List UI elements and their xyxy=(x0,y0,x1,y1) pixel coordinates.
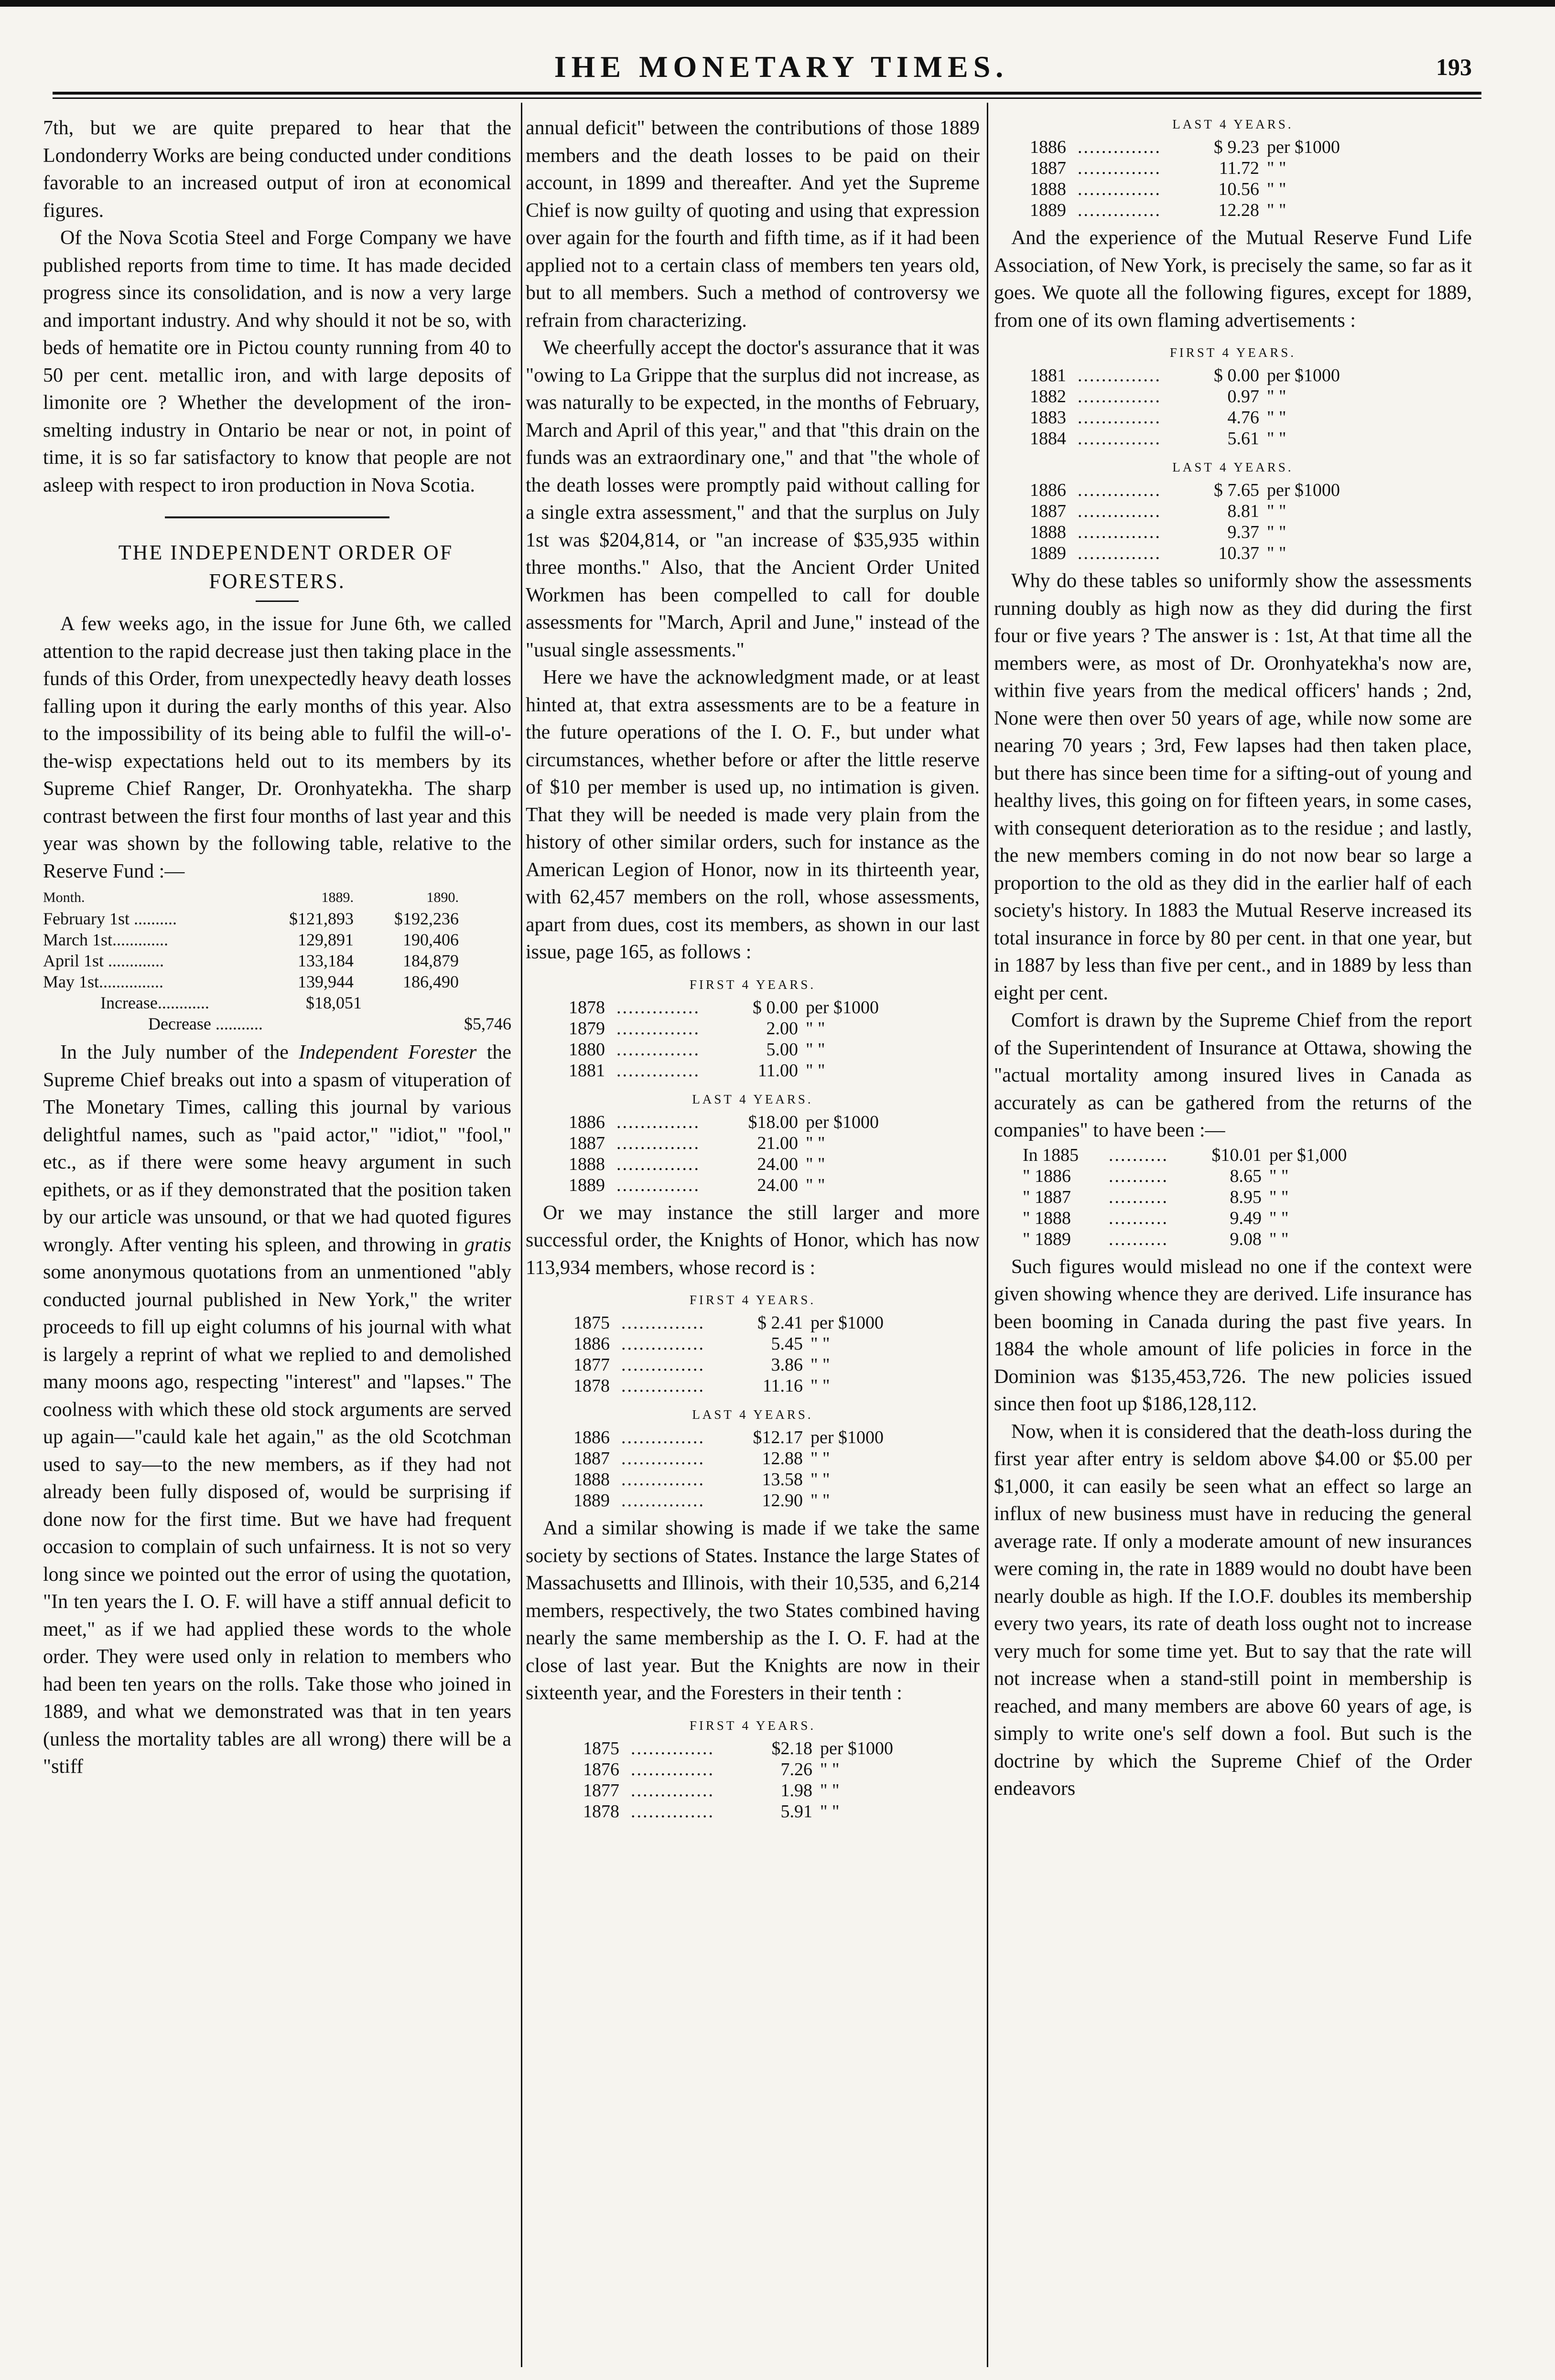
table-cell: 139,944 xyxy=(298,972,354,991)
leader-dots: .............. xyxy=(1078,179,1161,199)
table-row xyxy=(1030,407,1472,428)
leader-dots: .............. xyxy=(1078,543,1161,563)
paragraph: Here we have the acknowledgment made, or at least hinted at, that extra assessments are to be a feature in the future operations of the I. O. F., but under what circumstances, whether before or after the little reserve of $10 per member is used up, no intimation is given. That they will be needed is made very plain from the history of other similar orders, such for instance as the American Legion of Honor, now in its thirteenth year, with 62,457 members on the roll, whose assessments, apart from dues, cost its members, as shown in our last issue, page 165, as follows : xyxy=(526,666,980,963)
table-cell: 9.37 xyxy=(1227,522,1259,542)
paragraph: 7th, but we are quite prepared to hear that the Londonderry Works are being conducted under conditions favorable to an increased output of iron at economical figures. xyxy=(43,117,511,222)
table-cell: 8.65 xyxy=(1230,1166,1262,1186)
table-row xyxy=(569,1133,980,1154)
table-cell: 3.86 xyxy=(771,1355,803,1375)
table-cell: 24.00 xyxy=(757,1175,798,1195)
leader-dots: .............. xyxy=(631,1801,714,1822)
table-row xyxy=(1030,501,1472,522)
table-row xyxy=(569,997,980,1018)
table-cell: 1886 xyxy=(573,1427,610,1447)
leader-dots: .............. xyxy=(621,1490,705,1511)
leader-dots: .............. xyxy=(616,1175,700,1195)
section-divider xyxy=(165,516,389,518)
table-cell: " " xyxy=(1267,522,1286,542)
table-cell: " " xyxy=(1267,501,1286,521)
table-cell: per $1000 xyxy=(810,1427,884,1447)
table-row xyxy=(1030,543,1472,564)
table-cell: 1887 xyxy=(1030,501,1066,521)
leader-dots: .............. xyxy=(621,1448,705,1469)
column-divider xyxy=(521,103,522,2367)
table-cell: " " xyxy=(810,1469,830,1490)
table-row xyxy=(1023,1229,1472,1250)
table-cell: 0.97 xyxy=(1227,386,1259,407)
table-caption: LAST 4 YEARS. xyxy=(692,1407,813,1422)
table-cell: 1878 xyxy=(569,997,605,1018)
paragraph: Such figures would mislead no one if the context were given showing whence they are derived. Life insurance has been booming in Canada during the past five years. In 1884 the whole amount of life policies in force in the Dominion was $135,453,726. The new policies issued since then foot up $186,128,112. xyxy=(994,1255,1472,1415)
table-row xyxy=(573,1312,980,1333)
table-row xyxy=(569,1039,980,1060)
table-row xyxy=(43,929,511,950)
leader-dots: .......... xyxy=(1109,1166,1168,1186)
column-1 xyxy=(43,115,511,1781)
column-3 xyxy=(994,115,1472,1803)
table-row xyxy=(573,1375,980,1396)
table-cell: $ 0.00 xyxy=(1214,365,1259,386)
column-2 xyxy=(526,115,980,1826)
table-cell: Decrease ........... xyxy=(148,1014,263,1033)
table-cell: " 1889 xyxy=(1023,1229,1071,1249)
table-cell: 1889 xyxy=(1030,200,1066,220)
table-cell: 1886 xyxy=(573,1334,610,1354)
table-cell: 1877 xyxy=(583,1780,619,1801)
table-cell: $2.18 xyxy=(771,1738,812,1758)
table-cell: " " xyxy=(810,1448,830,1469)
leader-dots: .............. xyxy=(621,1469,705,1490)
table-row xyxy=(573,1469,980,1490)
text-run: In the July number of the xyxy=(60,1041,299,1063)
table-row xyxy=(583,1780,980,1801)
table-cell: " " xyxy=(806,1175,825,1195)
table-row xyxy=(583,1759,980,1780)
text-run: some anonymous quotations from an unmentioned "ably conducted journal published in New York," the writer proceeds to fill up eight columns of his journal with what is largely a reprint of what we replied to and demolished many moons ago, respecting "interest" and "lapses." The coolness with which these old stock arguments are served up again—"cauld kale het again," as the old Scotchman used to say—to the new members, as if they had not already been fully disposed of, would be surprising if done now for the first time. But we have had frequent occasion to complain of such unfairness. It is not so very long since we pointed out the error of using the quotation, "In ten years the I. O. F. will have a stiff annual deficit to meet," as if we had applied these words to the whole order. They were used only in relation to members who had been ten years on the rolls. Take those who joined in 1889, and what we demonstrated was that in ten years (unless the mortality tables are all wrong) there will be a "stiff xyxy=(43,1261,511,1778)
table-cell: 1884 xyxy=(1030,429,1066,449)
table-cell: 24.00 xyxy=(757,1154,798,1174)
leader-dots: .............. xyxy=(1078,158,1161,178)
table-cell: " " xyxy=(1269,1187,1289,1207)
table-cell: 10.37 xyxy=(1218,543,1259,563)
table-cell: 1886 xyxy=(1030,137,1066,157)
page-number: 193 xyxy=(1436,54,1472,80)
table-cell: 1888 xyxy=(573,1469,610,1490)
table-cell: 8.81 xyxy=(1227,501,1259,521)
table-cell: 5.00 xyxy=(766,1039,798,1060)
table-cell: 5.61 xyxy=(1227,429,1259,449)
leader-dots: .............. xyxy=(616,1039,700,1060)
table-cell: 190,406 xyxy=(403,930,459,949)
table-cell: per $1000 xyxy=(1267,365,1340,386)
italic-word: gratis xyxy=(464,1233,511,1256)
table-caption: LAST 4 YEARS. xyxy=(1172,460,1294,474)
table-cell: $ 9.23 xyxy=(1214,137,1259,157)
table-cell: " " xyxy=(820,1780,840,1801)
assessment-table xyxy=(1030,480,1472,564)
leader-dots: .............. xyxy=(621,1355,705,1375)
table-cell: " " xyxy=(806,1018,825,1039)
table-cell: 12.28 xyxy=(1218,200,1259,220)
table-row xyxy=(569,1175,980,1196)
table-cell: 1879 xyxy=(569,1018,605,1039)
masthead-title: IHE MONETARY TIMES. xyxy=(554,50,1009,84)
table-cell: Increase............ xyxy=(100,993,209,1012)
table-cell: 10.56 xyxy=(1218,179,1259,199)
table-row xyxy=(573,1427,980,1448)
leader-dots: .............. xyxy=(621,1376,705,1396)
assessment-table xyxy=(569,997,980,1081)
text-run: the Supreme Chief breaks out into a spasm of vituperation of The Monetary Times, calling this journal by various delightful names, such as "paid actor," "idiot," "fool," etc., as if there were some heavy argument in such epithets, or as if they demonstrated that the position taken by our article was unsound, or that we had quoted figures wrongly. After venting his spleen, and throwing in xyxy=(43,1041,512,1256)
paragraph: We cheerfully accept the doctor's assurance that it was "owing to La Grippe that the surplus did not increase, as was naturally to be expected, in the months of February, March and April of this year," and that "this drain on the funds was an extraordinary one," and that "the whole of the death losses were promptly paid without calling for a single extra assessment," and that the surplus on July 1st was $204,814, or "an increase of $35,935 within three months." Also, that the Ancient Order United Workmen has been compelled to call for double assessments for "March, April and June," instead of the "usual single assessments." xyxy=(526,337,980,661)
table-cell: 1886 xyxy=(1030,480,1066,500)
table-cell: 8.95 xyxy=(1230,1187,1262,1207)
leader-dots: .............. xyxy=(616,1154,700,1174)
table-row xyxy=(1030,365,1472,386)
table-cell: 186,490 xyxy=(403,972,459,991)
assessment-table xyxy=(569,1112,980,1196)
table-cell: " " xyxy=(1267,179,1286,199)
table-cell: " " xyxy=(1267,543,1286,563)
table-row xyxy=(573,1490,980,1511)
table-cell: " " xyxy=(1267,407,1286,428)
table-cell: 133,184 xyxy=(298,951,354,970)
paragraph: annual deficit" between the contributions of those 1889 members and the death losses to be paid on their account, in 1899 and thereafter. And yet the Supreme Chief is now guilty of quoting and using that expression over again for the fourth and fifth time, as if it had been applied not to a certain class of members ten years old, but to all members. Such a method of controversy we refrain from characterizing. xyxy=(526,117,980,332)
table-row xyxy=(43,908,511,929)
table-cell: " " xyxy=(1267,200,1286,220)
table-row xyxy=(43,1013,511,1034)
table-cell: " " xyxy=(810,1490,830,1511)
table-cell: " " xyxy=(820,1801,840,1822)
table-cell: " " xyxy=(820,1759,840,1780)
table-row xyxy=(1023,1166,1472,1187)
paragraph: Comfort is drawn by the Supreme Chief from the report of the Superintendent of Insurance at Ottawa, showing the "actual mortality among insured lives in Canada as accurately as can be gathered from the returns of the companies" to have been :— xyxy=(994,1009,1472,1141)
assessment-table xyxy=(1030,365,1472,449)
table-row xyxy=(1023,1208,1472,1229)
table-cell: 1888 xyxy=(569,1154,605,1174)
table-cell: $18,051 xyxy=(306,993,362,1012)
table-cell: " " xyxy=(1269,1208,1289,1228)
leader-dots: .......... xyxy=(1109,1208,1168,1228)
table-cell: 184,879 xyxy=(403,951,459,970)
leader-dots: .............. xyxy=(1078,522,1161,542)
table-cell: March 1st............. xyxy=(43,930,168,949)
table-cell: per $1000 xyxy=(1267,480,1340,500)
table-row xyxy=(1030,522,1472,543)
table-row xyxy=(569,1112,980,1133)
article-heading: THE INDEPENDENT ORDER OF FORESTERS. xyxy=(118,541,454,593)
table-row xyxy=(573,1354,980,1375)
table-row xyxy=(583,1738,980,1759)
table-cell: April 1st ............. xyxy=(43,951,164,970)
table-row xyxy=(1030,137,1472,158)
table-cell: 1876 xyxy=(583,1759,619,1780)
paragraph: Or we may instance the still larger and more successful order, the Knights of Honor, which has now 113,934 members, whose record is : xyxy=(526,1201,980,1279)
leader-dots: .............. xyxy=(621,1313,705,1333)
table-row xyxy=(1030,179,1472,200)
paragraph: And a similar showing is made if we take the same society by sections of States. Instance the large States of Massachusetts and Illinois, with their 10,535, and 6,214 members, respectively, the two States combined having nearly the same membership as the I. O. F. had at the close of last year. But the Knights are now in their sixteenth year, and the Foresters in their tenth : xyxy=(526,1517,980,1704)
leader-dots: .............. xyxy=(616,1018,700,1039)
table-cell: 13.58 xyxy=(762,1469,803,1490)
table-cell: 1883 xyxy=(1030,407,1066,428)
table-cell: 12.90 xyxy=(762,1490,803,1511)
table-cell: February 1st .......... xyxy=(43,909,177,928)
leader-dots: .............. xyxy=(631,1780,714,1801)
table-cell: 1889 xyxy=(1030,543,1066,563)
leader-dots: .............. xyxy=(1078,137,1161,157)
top-edge-bar xyxy=(0,0,1555,7)
leader-dots: .............. xyxy=(621,1427,705,1447)
table-row xyxy=(1023,1187,1472,1208)
table-row xyxy=(573,1333,980,1354)
table-cell: " 1887 xyxy=(1023,1187,1071,1207)
table-row xyxy=(1030,386,1472,407)
table-cell: per $1000 xyxy=(820,1738,894,1758)
leader-dots: .............. xyxy=(1078,501,1161,521)
leader-dots: .............. xyxy=(621,1334,705,1354)
table-row xyxy=(569,1154,980,1175)
leader-dots: .............. xyxy=(1078,407,1161,428)
table-cell: $ 0.00 xyxy=(753,997,798,1018)
table-cell: 1875 xyxy=(573,1313,610,1333)
table-cell: 11.72 xyxy=(1219,158,1259,178)
table-row xyxy=(43,950,511,971)
table-cell: 1880 xyxy=(569,1039,605,1060)
table-cell: 11.16 xyxy=(762,1376,803,1396)
table-row xyxy=(1030,158,1472,179)
table-cell: 9.49 xyxy=(1230,1208,1262,1228)
table-cell: per $1000 xyxy=(1267,137,1340,157)
table-cell: " " xyxy=(806,1060,825,1081)
table-cell: 4.76 xyxy=(1227,407,1259,428)
header-rule-thick xyxy=(53,92,1481,95)
leader-dots: .............. xyxy=(616,997,700,1018)
table-row xyxy=(1030,200,1472,221)
table-cell: $192,236 xyxy=(394,909,459,928)
leader-dots: .............. xyxy=(1078,200,1161,220)
table-cell: 129,891 xyxy=(298,930,354,949)
table-cell: $12.17 xyxy=(753,1427,803,1447)
table-cell xyxy=(351,1013,407,1034)
table-cell: 1887 xyxy=(573,1448,610,1469)
table-cell: 1886 xyxy=(569,1112,605,1132)
leader-dots: .......... xyxy=(1109,1187,1168,1207)
table-cell: " 1886 xyxy=(1023,1166,1071,1186)
assessment-table xyxy=(573,1312,980,1396)
table-cell: 2.00 xyxy=(766,1018,798,1039)
table-cell: " " xyxy=(810,1334,830,1354)
table-cell: $5,746 xyxy=(464,1014,511,1033)
table-cell: 21.00 xyxy=(757,1133,798,1153)
table-cell: 1888 xyxy=(1030,522,1066,542)
reserve-fund-table xyxy=(43,887,511,1034)
table-cell: 1878 xyxy=(573,1376,610,1396)
table-row xyxy=(583,1801,980,1822)
table-cell: per $1000 xyxy=(810,1313,884,1333)
table-row xyxy=(43,992,511,1013)
table-cell: $10.01 xyxy=(1211,1145,1262,1165)
table-caption: FIRST 4 YEARS. xyxy=(689,977,816,992)
table-cell: " " xyxy=(806,1154,825,1174)
table-cell: 1888 xyxy=(1030,179,1066,199)
leader-dots: .......... xyxy=(1109,1145,1168,1165)
table-cell: 5.45 xyxy=(771,1334,803,1354)
table-cell: 1.98 xyxy=(780,1780,812,1801)
paragraph: Why do these tables so uniformly show the assessments running doubly as high now as they did during the first four or five years ? The answer is : 1st, At that time all the members were, as most of Dr. Oronhyatekha's now are, within five years from the medical officers' hands ; 2nd, None were then over 50 years of age, while now some are nearing 70 years ; 3rd, Few lapses had then taken place, but there has since been time for a sifting-out of young and healthy lives, this going on for fifteen years, in some cases, with consequent deterioration as to the residue ; and lastly, the new members coming in do not now bear so large a proportion to the old as they did in the earlier half of each society's history. In 1883 the Mutual Reserve increased its total insurance in force by 80 per cent. in that one year, but in 1887 by less than five per cent., and in 1889 by less than eight per cent. xyxy=(994,570,1472,1004)
table-caption: LAST 4 YEARS. xyxy=(1172,117,1294,131)
leader-dots: .............. xyxy=(631,1738,714,1758)
leader-dots: .............. xyxy=(616,1112,700,1132)
paragraph: And the experience of the Mutual Reserve Fund Life Association, of New York, is precisely the same, so far as it goes. We quote all the following figures, except for 1889, from one of its own flaming advertisements : xyxy=(994,227,1472,332)
table-cell: $18.00 xyxy=(748,1112,798,1132)
paragraph: A few weeks ago, in the issue for June 6th, we called attention to the rapid decrease just then taking place in the funds of this Order, from unexpectedly heavy death losses falling upon it during the early months of this year. Also to the impossibility of its being able to fulfil the will-o'-the-wisp expectations held out to its members by its Supreme Chief Ranger, Dr. Oronhyatekha. The sharp contrast between the first four months of last year and this year was shown by the following table, relative to the Reserve Fund :— xyxy=(43,613,511,882)
leader-dots: .............. xyxy=(1078,480,1161,500)
leader-dots: .......... xyxy=(1109,1229,1168,1249)
page-header xyxy=(91,45,1472,88)
leader-dots: .............. xyxy=(1078,365,1161,386)
table-cell: In 1885 xyxy=(1023,1145,1079,1165)
table-row xyxy=(1030,480,1472,501)
table-cell: " " xyxy=(810,1355,830,1375)
table-header-cell: Month. xyxy=(43,890,85,905)
publication-name: Independent Forester xyxy=(299,1041,477,1063)
leader-dots: .............. xyxy=(616,1133,700,1153)
table-caption: FIRST 4 YEARS. xyxy=(689,1718,816,1733)
table-cell: 11.00 xyxy=(757,1060,798,1081)
table-cell: " " xyxy=(1269,1166,1289,1186)
table-cell: $ 2.41 xyxy=(757,1313,803,1333)
table-header-cell: 1889. xyxy=(321,890,354,905)
table-cell: " " xyxy=(1267,429,1286,449)
header-rule-thin xyxy=(53,97,1481,99)
table-row xyxy=(569,1018,980,1039)
table-header-cell: 1890. xyxy=(426,890,459,905)
table-row xyxy=(1030,428,1472,449)
table-header-row xyxy=(43,887,511,908)
leader-dots: .............. xyxy=(631,1759,714,1780)
table-caption: FIRST 4 YEARS. xyxy=(689,1293,816,1307)
table-cell: 1887 xyxy=(569,1133,605,1153)
table-row xyxy=(573,1448,980,1469)
table-caption: LAST 4 YEARS. xyxy=(692,1092,813,1106)
table-cell: " " xyxy=(806,1039,825,1060)
table-cell: 1878 xyxy=(583,1801,619,1822)
table-cell: " " xyxy=(1267,386,1286,407)
assessment-table xyxy=(573,1427,980,1511)
heading-underline xyxy=(256,600,299,602)
paragraph: Of the Nova Scotia Steel and Forge Company we have published reports from time to time. It has made decided progress since its consolidation, and is now a very large and important industry. And why should it not be so, with beds of hematite ore in Pictou county running from 40 to 50 per cent. metallic iron, and with large deposits of limonite ore ? Whether the development of the iron-smelting industry in Ontario be near or not, in point of time, it is so far satisfactory to know that people are not asleep with respect to iron production in Nova Scotia. xyxy=(43,227,511,496)
table-cell: " " xyxy=(806,1133,825,1153)
table-cell: 5.91 xyxy=(780,1801,812,1822)
table-cell: " " xyxy=(810,1376,830,1396)
table-cell: 1889 xyxy=(573,1490,610,1511)
table-cell: per $1000 xyxy=(806,997,879,1018)
table-cell: 1887 xyxy=(1030,158,1066,178)
leader-dots: .............. xyxy=(1078,429,1161,449)
table-cell: May 1st............... xyxy=(43,972,163,991)
paragraph: Now, when it is considered that the death-loss during the first year after entry is seldom above $4.00 or $5.00 per $1,000, it can easily be seen what an effect so large an influx of new business must have in reducing the general average rate. If only a moderate amount of new insurances were coming in, the rate in 1889 would no doubt have been nearly double as high. If the I.O.F. doubles its membership every two years, its rate of death loss ought not to increase very much for some time yet. But to say that the rate will not increase when a stand-still point in membership is reached, and many members are above 60 years of age, is simply to write one's self down a fool. But such is the doctrine by which the Supreme Chief of the Order endeavors xyxy=(994,1420,1472,1800)
table-cell: 1881 xyxy=(569,1060,605,1081)
table-cell: 7.26 xyxy=(780,1759,812,1780)
table-caption: FIRST 4 YEARS. xyxy=(1169,345,1296,360)
table-cell: per $1000 xyxy=(806,1112,879,1132)
table-cell: $ 7.65 xyxy=(1214,480,1259,500)
table-cell: per $1,000 xyxy=(1269,1145,1347,1165)
table-cell: 1889 xyxy=(569,1175,605,1195)
table-cell: 1881 xyxy=(1030,365,1066,386)
leader-dots: .............. xyxy=(616,1060,700,1081)
table-cell: 1875 xyxy=(583,1738,619,1758)
table-row xyxy=(43,971,511,992)
leader-dots: .............. xyxy=(1078,386,1161,407)
table-cell: " " xyxy=(1267,158,1286,178)
table-cell: 1877 xyxy=(573,1355,610,1375)
table-cell: " " xyxy=(1269,1229,1289,1249)
table-cell: 12.88 xyxy=(762,1448,803,1469)
paragraph xyxy=(43,1039,511,1781)
assessment-table xyxy=(1030,137,1472,221)
table-cell: $121,893 xyxy=(289,909,354,928)
table-cell: 1882 xyxy=(1030,386,1066,407)
table-cell xyxy=(354,992,459,1013)
assessment-table xyxy=(583,1738,980,1822)
table-row xyxy=(569,1060,980,1081)
mortality-table xyxy=(1023,1145,1472,1250)
column-divider xyxy=(987,103,988,2367)
table-row xyxy=(1023,1145,1472,1166)
table-cell: " 1888 xyxy=(1023,1208,1071,1228)
table-cell: 9.08 xyxy=(1230,1229,1262,1249)
